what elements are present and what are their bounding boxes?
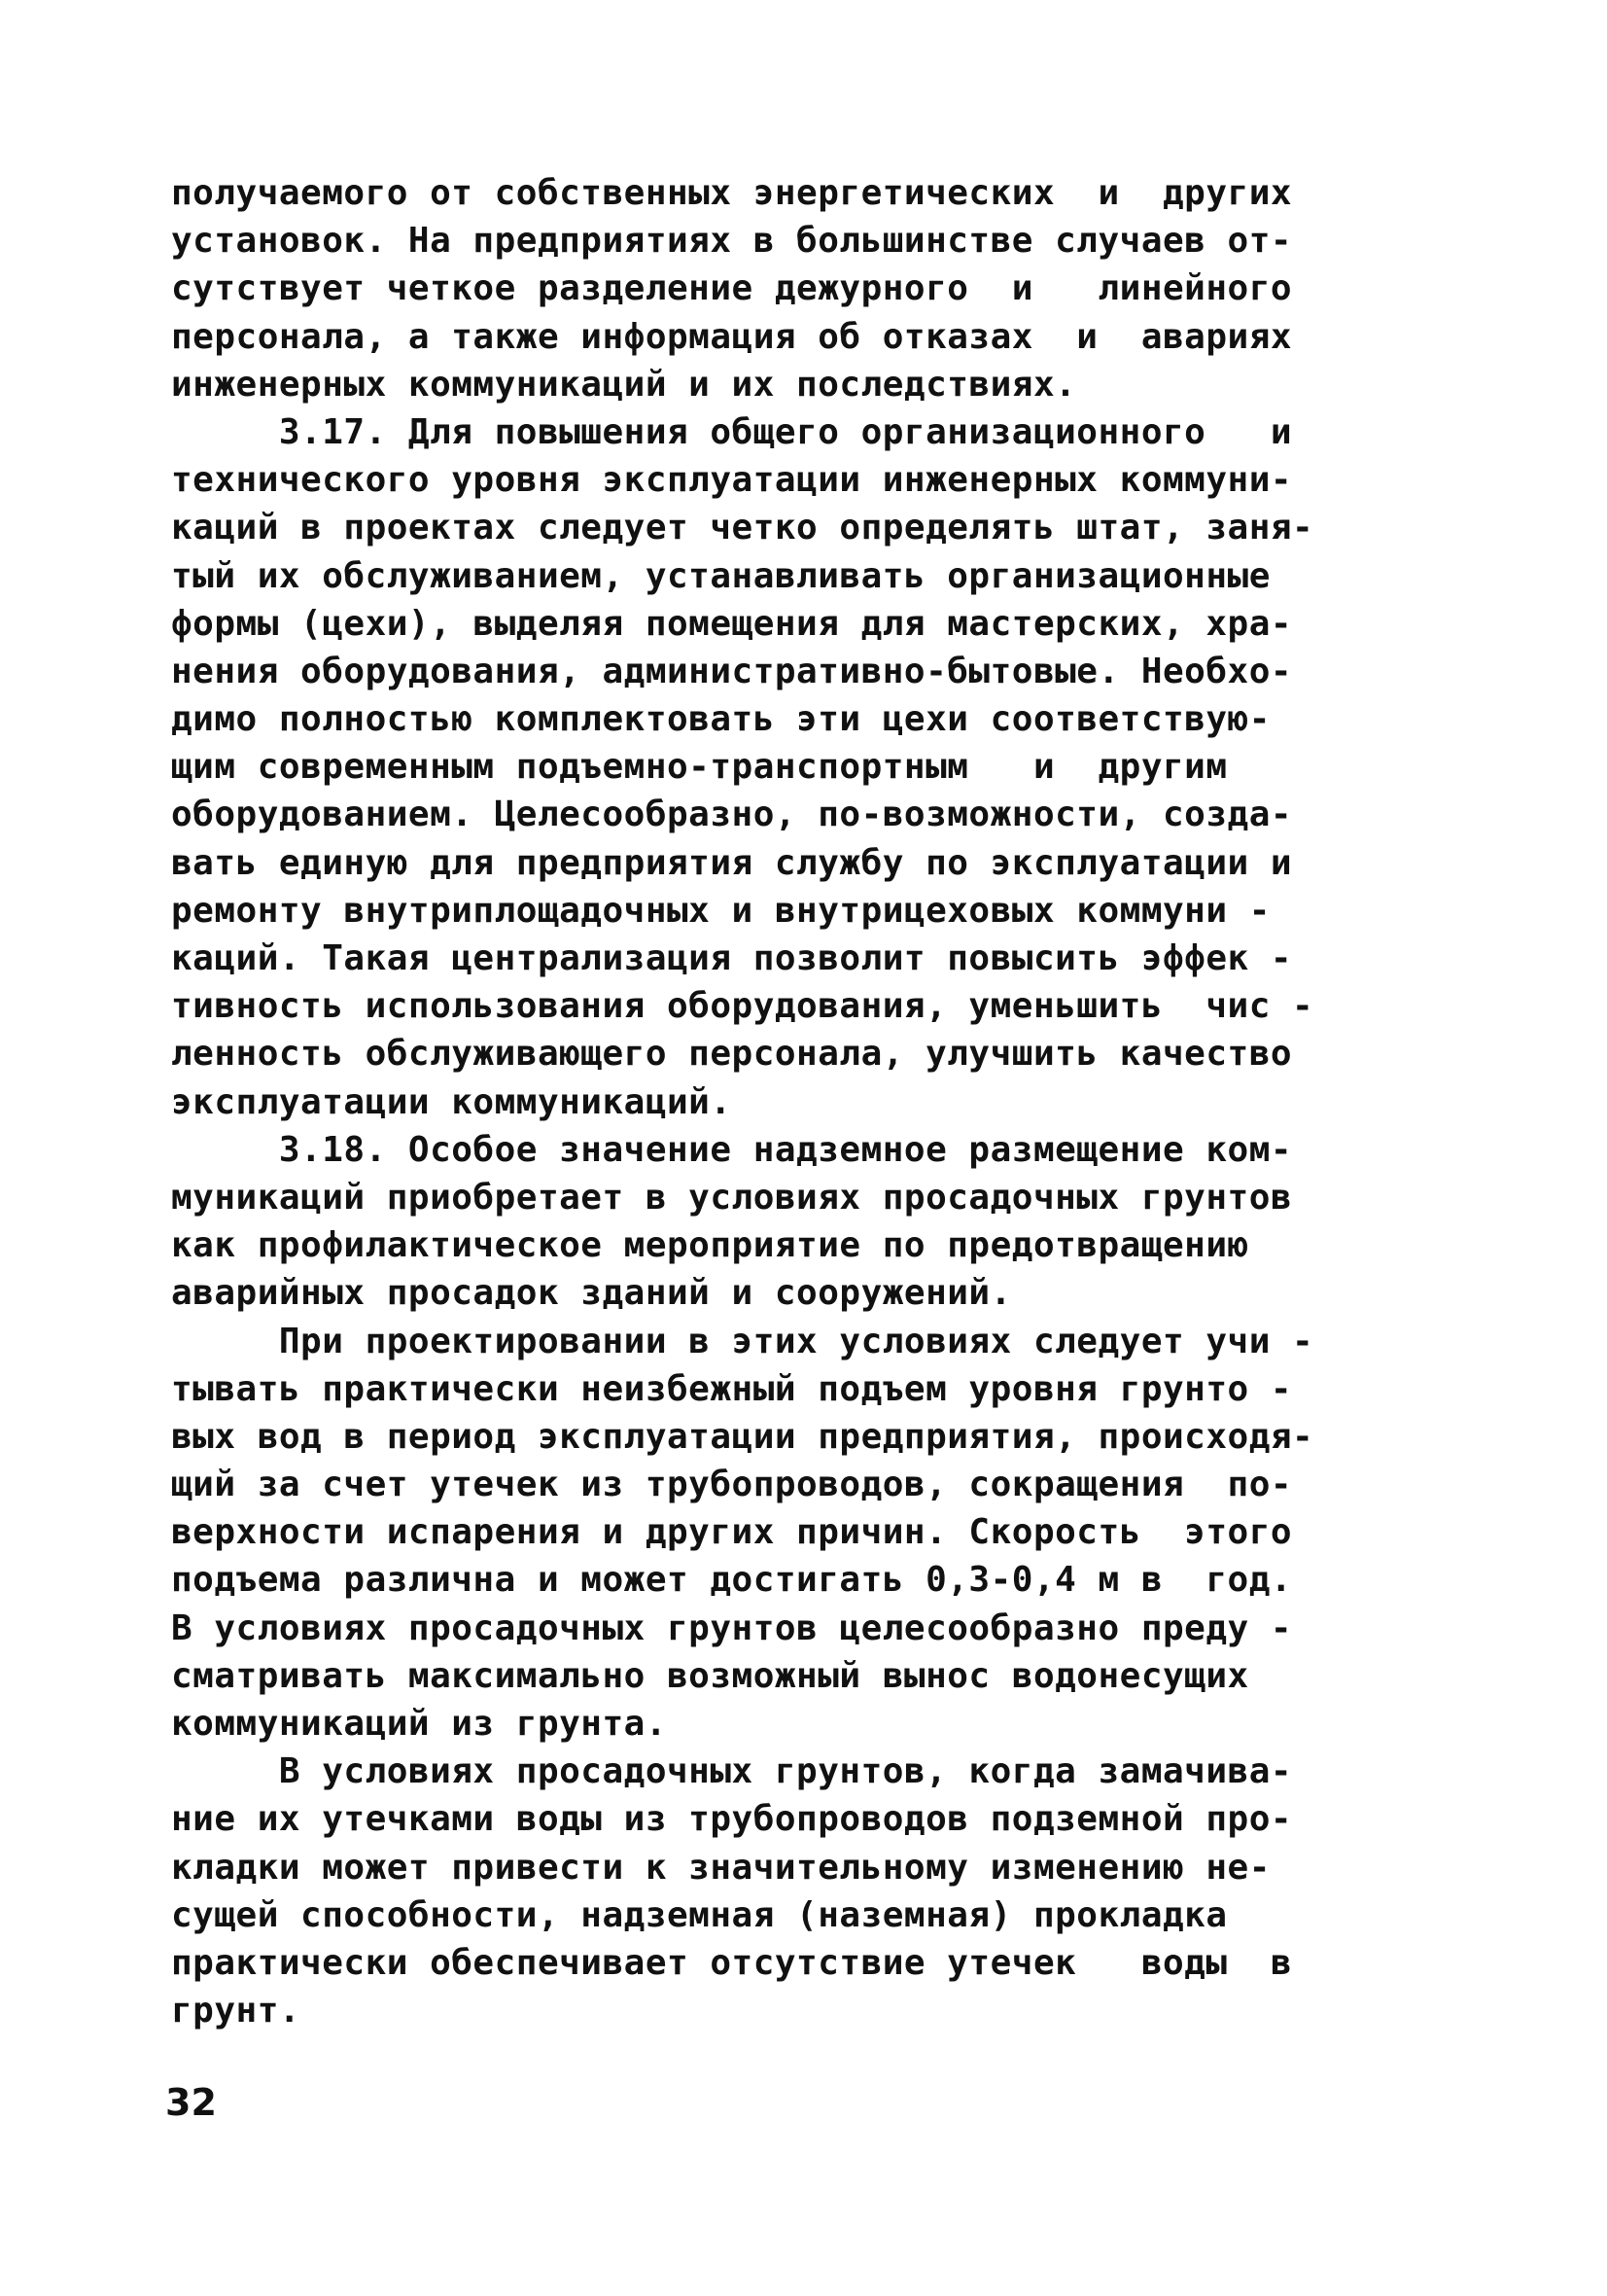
text-line: установок. На предприятиях в большинстве случаев от- xyxy=(171,221,1293,262)
text-line: щий за счет утечек из трубопроводов, сокращения по- xyxy=(171,1465,1293,1505)
text-line: персонала, а также информация об отказах и авариях xyxy=(171,316,1293,357)
text-line: оборудованием. Целесообразно, по-возможности, созда- xyxy=(171,795,1293,835)
text-line: получаемого от собственных энергетических и других xyxy=(171,173,1293,213)
text-line: муникаций приобретает в условиях просадочных грунтов xyxy=(171,1177,1293,1218)
page-number: 32 xyxy=(165,2081,217,2124)
text-line: практически обеспечивает отсутствие утечек воды в xyxy=(171,1942,1293,1983)
text-line: вать единую для предприятия службу по эксплуатации и xyxy=(171,842,1293,883)
text-line: как профилактическое мероприятие по предотвращению xyxy=(171,1225,1249,1266)
paragraph-start-line: При проектировании в этих условиях следует учи - xyxy=(171,1321,1314,1361)
text-line: ние их утечками воды из трубопроводов подземной про- xyxy=(171,1799,1293,1840)
text-line: сматривать максимально возможный вынос водонесущих xyxy=(171,1655,1249,1696)
text-line: ленность обслуживающего персонала, улучшить качество xyxy=(171,1034,1293,1075)
text-line: В условиях просадочных грунтов целесообразно преду - xyxy=(171,1607,1293,1648)
text-line: каций. Такая централизация позволит повысить эффек - xyxy=(171,938,1293,978)
text-line: инженерных коммуникаций и их последствиях. xyxy=(171,364,1077,405)
section-3-17-heading-line: 3.17. Для повышения общего организационного и xyxy=(171,411,1293,452)
text-line: щим современным подъемно-транспортным и другим xyxy=(171,747,1228,788)
text-line: вых вод в период эксплуатации предприятия, происходя- xyxy=(171,1416,1314,1457)
text-line: сущей способности, надземная (наземная) прокладка xyxy=(171,1894,1228,1935)
paragraph-start-line: В условиях просадочных грунтов, когда замачива- xyxy=(171,1751,1293,1792)
text-line: тывать практически неизбежный подъем уровня грунто - xyxy=(171,1368,1293,1409)
text-line: коммуникаций из грунта. xyxy=(171,1704,667,1744)
text-line: каций в проектах следует четко определять штат, заня- xyxy=(171,508,1314,548)
text-line: тивность использования оборудования, уменьшить чис - xyxy=(171,986,1314,1027)
text-line: грунт. xyxy=(171,1991,301,2031)
text-line: подъема различна и может достигать 0,3-0,4 м в год. xyxy=(171,1560,1293,1601)
body-text xyxy=(171,169,1435,2034)
text-line: технического уровня эксплуатации инженерных коммуни- xyxy=(171,460,1293,501)
text-line: верхности испарения и других причин. Скорость этого xyxy=(171,1512,1293,1553)
text-line: ремонту внутриплощадочных и внутрицеховых коммуни - xyxy=(171,890,1271,931)
text-line: тый их обслуживанием, устанавливать организационные xyxy=(171,555,1271,596)
text-line: кладки может привести к значительному изменению не- xyxy=(171,1847,1271,1888)
text-line: эксплуатации коммуникаций. xyxy=(171,1081,732,1122)
text-line: аварийных просадок зданий и сооружений. xyxy=(171,1273,1012,1314)
text-line: димо полностью комплектовать эти цехи соответствую- xyxy=(171,699,1271,740)
section-3-18-heading-line: 3.18. Особое значение надземное размещение ком- xyxy=(171,1129,1293,1170)
text-line: формы (цехи), выделяя помещения для мастерских, хра- xyxy=(171,603,1293,644)
text-line: нения оборудования, административно-бытовые. Необхо- xyxy=(171,651,1293,691)
text-line: сутствует четкое разделение дежурного и линейного xyxy=(171,268,1293,309)
